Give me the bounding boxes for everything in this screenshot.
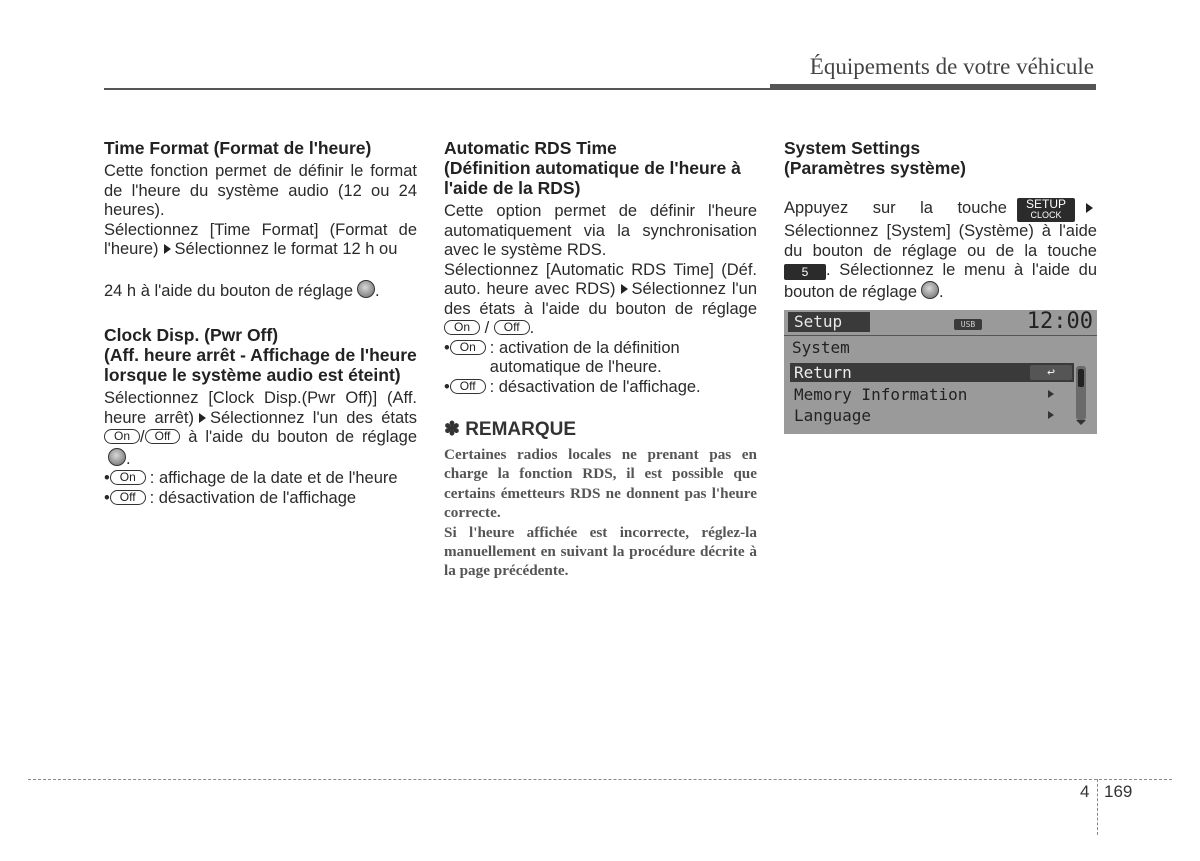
usb-icon: USB (954, 319, 982, 330)
system-settings-step-a: Appuyez sur la touche (784, 199, 1007, 217)
page-number: 169 (1104, 782, 1133, 801)
off-button-label: Off (110, 490, 146, 505)
rds-bullet-off-text: : désactivation de l'affichage. (489, 377, 701, 396)
setup-clock-key-icon (1017, 198, 1075, 222)
system-settings-step-b: Sélectionnez [System] (Système) à l'aide du bouton de réglage ou de la touche (784, 222, 1097, 260)
screen-divider (784, 335, 1097, 336)
rds-step-d: . (529, 319, 535, 337)
rds-bullet-on-text: : activation de la définition automatique de l'heure. (489, 338, 680, 376)
bullet-dot: • (104, 488, 110, 507)
column-1 (104, 138, 417, 508)
time-format-steps (104, 221, 417, 260)
menu-item-label: Memory Information (794, 385, 968, 404)
clock-disp-step-b: Sélectionnez l'un des états (209, 408, 417, 427)
column-3 (784, 138, 1097, 302)
chevron-right-icon (1048, 411, 1054, 419)
menu-item-label: Language (794, 406, 872, 425)
on-button-label: On (450, 340, 486, 355)
time-format-step-c-line (104, 280, 417, 302)
rds-desc: Cette option permet de définir l'heure automatiquement via la synchronisation avec le système RDS. (444, 202, 757, 259)
screen-menu-item-language[interactable] (790, 406, 1074, 425)
rds-bullet-off (444, 378, 757, 398)
off-button-label: Off (494, 320, 530, 335)
header-rule (104, 88, 770, 90)
rds-subheading: (Définition automatique de l'heure à l'aide de la RDS) (444, 158, 741, 198)
arrow-right-icon (1086, 203, 1093, 213)
tune-knob-icon (921, 281, 939, 299)
screen-title: Setup (788, 312, 870, 332)
system-settings-step-d: . (939, 282, 944, 301)
screen-status-bar (784, 312, 1097, 334)
screen-menu-item-memory[interactable] (790, 385, 1074, 404)
system-settings-step-c: . Sélectionnez le menu à l'aide du bouton de réglage (784, 261, 1097, 301)
on-button-label: On (444, 320, 480, 335)
remarque-text-2: Si l'heure affichée est incorrecte, réglez-la manuellement en suivant la procédure décrite à la page précédente. (444, 523, 757, 580)
scroll-down-icon (1076, 420, 1086, 425)
number-5-key-icon: 5 (784, 264, 826, 280)
clock-disp-subheading: (Aff. heure arrêt - Affichage de l'heure lorsque le système audio est éteint) (104, 345, 417, 385)
clock-disp-bullet-off-text: désactivation de l'affichage (158, 488, 357, 507)
system-settings-steps (784, 198, 1097, 302)
screen-scrollbar (1076, 366, 1086, 420)
footer-divider (1097, 779, 1098, 835)
footer-rule (28, 779, 1172, 780)
rds-step-b: Sélectionnez l'un des états à l'aide du bouton de réglage (444, 280, 757, 318)
screen-menu-item-return[interactable] (790, 363, 1074, 382)
header-title: Équipements de votre véhicule (809, 54, 1094, 79)
clock-disp-step-e: . (126, 449, 131, 468)
remarque-text-1: Certaines radios locales ne prenant pas en charge la fonction RDS, il est possible que certains émetteurs RDS ne donnent pas l'heure correcte. (444, 446, 757, 522)
rds-bullet-on (444, 339, 757, 378)
clock-disp-heading: Clock Disp. (Pwr Off) (104, 325, 279, 345)
setup-key-label: SETUP (1025, 197, 1066, 211)
slash: / (484, 319, 490, 337)
bullet-dot: • (444, 377, 450, 396)
bullet-dot: • (104, 469, 110, 487)
clock-disp-bullet-on: • On : affichage de la date et de l'heure (104, 469, 398, 487)
clock-disp-step-d: à l'aide du bouton de réglage (188, 428, 417, 446)
system-settings-subheading: (Paramètres système) (784, 158, 966, 178)
screen-clock: 12:00 (1026, 310, 1093, 334)
time-format-step-a: Sélectionnez [Time Format] (Format de l'heure) (104, 220, 417, 258)
chevron-right-icon (1048, 390, 1054, 398)
menu-item-label: Return (794, 363, 852, 382)
arrow-right-icon (164, 244, 171, 254)
rds-heading: Automatic RDS Time (444, 138, 617, 158)
clock-disp-steps (104, 389, 417, 469)
tune-knob-icon (357, 280, 375, 298)
remarque-title: ✽ REMARQUE (444, 419, 577, 440)
time-format-desc: Cette fonction permet de définir le format de l'heure du système audio (12 ou 24 heures). (104, 162, 417, 219)
off-button-label: Off (145, 429, 181, 444)
column-2 (444, 138, 757, 581)
rds-step-a: Sélectionnez [Automatic RDS Time] (Déf. auto. heure avec RDS) (444, 260, 757, 298)
clock-disp-bullet-on-text: affichage de la date et de l'heure (158, 469, 398, 487)
rds-steps (444, 261, 757, 339)
audio-display-screen (784, 310, 1097, 434)
system-settings-heading: System Settings (784, 138, 921, 158)
clock-key-label: CLOCK (1030, 210, 1062, 220)
time-format-heading: Time Format (Format de l'heure) (104, 138, 372, 158)
chapter-number: 4 (1080, 782, 1090, 801)
bullet-dot: • (444, 338, 450, 357)
time-format-step-c: 24 h à l'aide du bouton de réglage (104, 281, 354, 300)
tune-knob-icon (108, 448, 126, 466)
on-button-label: On (104, 429, 140, 444)
slash: / (140, 428, 145, 446)
back-icon: ↩ (1030, 365, 1072, 380)
clock-disp-bullet-off: • Off : désactivation de l'affichage (104, 488, 357, 507)
scrollbar-thumb (1078, 369, 1084, 387)
clock-disp-step-a: Sélectionnez [Clock Disp.(Pwr Off)] (Aff. heure arrêt) (104, 389, 417, 427)
time-format-step-b: Sélectionnez le format 12 h ou (174, 240, 398, 258)
screen-section-title: System (792, 338, 850, 357)
arrow-right-icon (199, 413, 206, 423)
on-button-label: On (110, 470, 146, 485)
header-rule-accent (770, 84, 1096, 90)
arrow-right-icon (621, 284, 628, 294)
time-format-step-d: . (375, 281, 380, 300)
off-button-label: Off (450, 379, 486, 394)
